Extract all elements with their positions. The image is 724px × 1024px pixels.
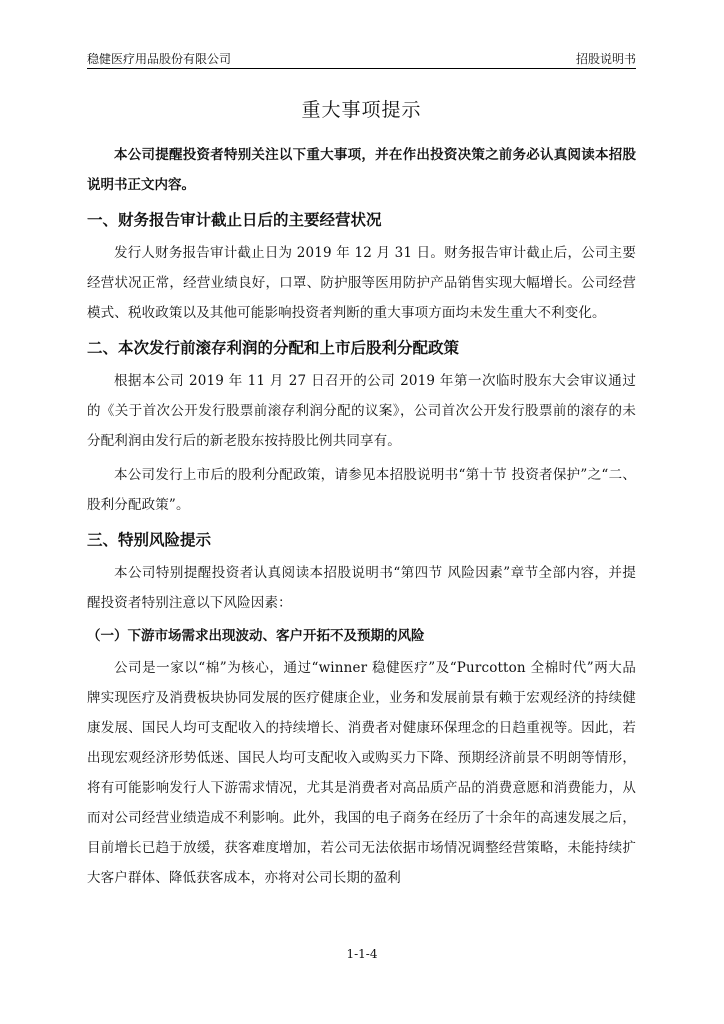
- page-number: 1-1-4: [346, 947, 378, 961]
- important-notice: 本公司提醒投资者特别关注以下重大事项，并在作出投资决策之前务必认真阅读本招股说明书正文内容。: [87, 147, 636, 193]
- page-title: 重大事项提示: [301, 99, 422, 121]
- section3-sub1-paragraph: 公司是一家以“棉”为核心，通过“winner 稳健医疗”及“Purcotton 全棉时代”两大品牌实现医疗及消费板块协同发展的医疗健康企业，业务和发展前景有赖于宏观经济的持续健康发展、国民人均可支配收入的持续增长、消费者对健康环保理念的日趋重视等。因此，若出现宏观经济形势低迷、国民人均可支配收入或购买力下降、预期经济前景不明朗等情形，将有可能影响发行人下游需求情况，尤其是消费者对高品质产品的消费意愿和消费能力，从而对公司经营业绩造成不利影响。此外，我国的电子商务在经历了十余年的高速发展之后，目前增长已趋于放缓，获客难度增加，若公司无法依据市场情况调整经营策略，未能持续扩大客户群体、降低获客成本，亦将对公司长期的盈利: [87, 660, 636, 886]
- section1-heading: 一、财务报告审计截止日后的主要经营状况: [87, 211, 382, 229]
- section3-sub1-heading: （一）下游市场需求出现波动、客户开拓不及预期的风险: [87, 628, 425, 644]
- header-document-name: 招股说明书: [575, 52, 636, 66]
- page-header: [87, 50, 636, 69]
- section1-paragraph: 发行人财务报告审计截止日为 2019 年 12 月 31 日。财务报告审计截止后，公司主要经营状况正常，经营业绩良好，口罩、防护服等医用防护产品销售实现大幅增长。公司经营模式、税收政策以及其他可能影响投资者判断的重大事项方面均未发生重大不利变化。: [87, 245, 636, 321]
- section3-paragraph: 本公司特别提醒投资者认真阅读本招股说明书“第四节 风险因素”章节全部内容，并提醒投资者特别注意以下风险因素：: [87, 565, 636, 611]
- section2-paragraph-2: 本公司发行上市后的股利分配政策，请参见本招股说明书“第十节 投资者保护”之“二、股利分配政策”。: [87, 467, 636, 513]
- document-body: [87, 96, 636, 893]
- section2-heading: 二、本次发行前滚存利润的分配和上市后股利分配政策: [87, 339, 460, 357]
- header-company-name: 稳健医疗用品股份有限公司: [87, 52, 232, 66]
- section2-paragraph-1: 根据本公司 2019 年 11 月 27 日召开的公司 2019 年第一次临时股东大会审议通过的《关于首次公开发行股票前滚存利润分配的议案》，公司首次公开发行股票前的滚存的未分配利润由发行后的新老股东按持股比例共同享有。: [87, 373, 636, 449]
- section3-heading: 三、特别风险提示: [87, 531, 212, 549]
